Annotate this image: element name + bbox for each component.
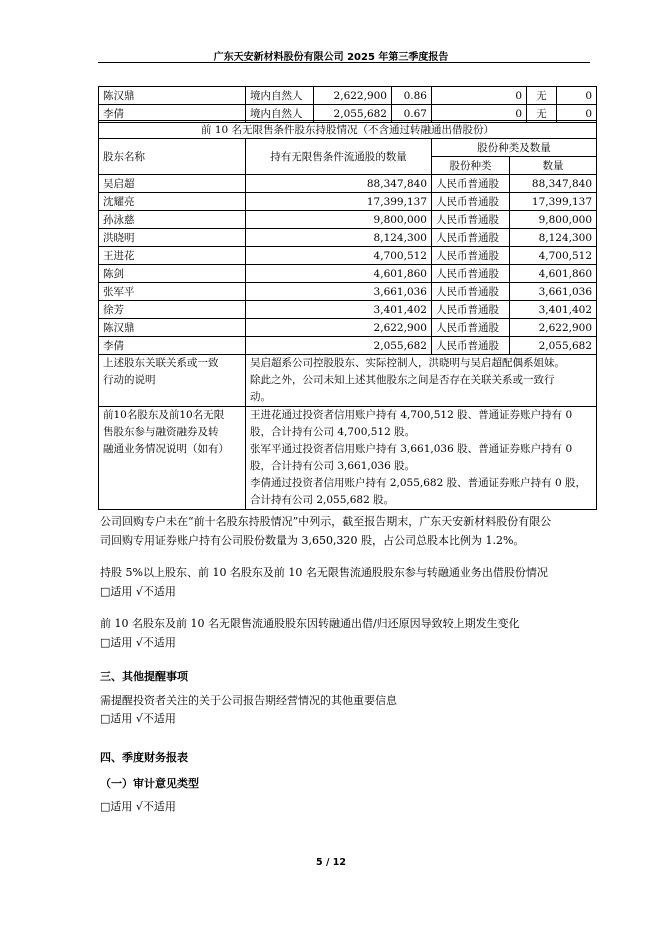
lending-question: 持股 5%以上股东、前 10 名股东及前 10 名无限售流通股股东参与转融通业务出借股份情况	[100, 566, 548, 579]
holder-shares: 4,601,860	[246, 265, 432, 283]
holder-shares: 3,401,402	[246, 301, 432, 319]
section-three-text: 需提醒投资者关注的关于公司报告期经营情况的其他重要信息	[100, 694, 397, 707]
holder-restricted: 0	[432, 105, 527, 123]
table-row	[99, 265, 597, 283]
header-rule	[98, 62, 590, 63]
margin-line: 王进花通过投资者信用账户持有 4,700,512 股、普通证券账户持有 0	[250, 409, 573, 421]
unrestricted-holders-table	[98, 120, 597, 510]
table-row	[99, 247, 597, 265]
margin-label	[99, 407, 246, 510]
relation-line: 除此之外，公司未知上述其他股东之间是否存在关联关系或一致行	[250, 374, 555, 386]
share-kind: 人民币普通股	[432, 301, 510, 319]
holder-name: 李倩	[99, 337, 246, 355]
relation-label	[99, 355, 246, 407]
share-kind: 人民币普通股	[432, 193, 510, 211]
margin-line: 张军平通过投资者信用账户持有 3,661,036 股、普通证券账户持有 0	[250, 443, 573, 455]
holder-shares: 8,124,300	[246, 229, 432, 247]
holder-name: 张军平	[99, 283, 246, 301]
share-qty: 17,399,137	[510, 193, 597, 211]
table-row	[99, 87, 597, 105]
holder-shares: 9,800,000	[246, 211, 432, 229]
share-qty: 2,055,682	[510, 337, 597, 355]
share-qty: 9,800,000	[510, 211, 597, 229]
share-qty: 8,124,300	[510, 229, 597, 247]
pledge-count: 0	[557, 105, 597, 123]
col-qty-header: 数量	[510, 157, 597, 175]
margin-row	[99, 407, 597, 510]
relation-label-line: 行动的说明	[103, 374, 156, 386]
share-qty: 4,700,512	[510, 247, 597, 265]
audit-opinion-title: （一）审计意见类型	[100, 777, 199, 790]
repurchase-note-line: 公司回购专户未在“前十名股东持股情况”中列示，截至报告期末，广东天安新材料股份有限公	[100, 515, 552, 528]
holder-shares: 88,347,840	[246, 175, 432, 193]
share-kind: 人民币普通股	[432, 283, 510, 301]
relation-label-line: 上述股东关联关系或一致	[103, 357, 219, 369]
margin-line: 股，合计持有公司 4,700,512 股。	[250, 426, 416, 438]
share-kind: 人民币普通股	[432, 175, 510, 193]
table-row	[99, 301, 597, 319]
holder-shares: 3,661,036	[246, 283, 432, 301]
holder-name: 陈汉鼎	[99, 319, 246, 337]
share-kind: 人民币普通股	[432, 265, 510, 283]
holder-type: 境内自然人	[246, 105, 314, 123]
col-kind-header: 股份种类	[432, 157, 510, 175]
share-kind: 人民币普通股	[432, 211, 510, 229]
relation-row	[99, 355, 597, 407]
holder-shares: 2,055,682	[246, 337, 432, 355]
margin-label-line: 融通业务情况说明（如有）	[103, 443, 229, 455]
table-row	[99, 175, 597, 193]
holder-name: 李倩	[99, 105, 246, 123]
share-qty: 3,401,402	[510, 301, 597, 319]
share-kind: 人民币普通股	[432, 337, 510, 355]
holder-name: 陈剑	[99, 265, 246, 283]
table-row	[99, 193, 597, 211]
holder-name: 徐芳	[99, 301, 246, 319]
lending-change-option: □适用 √不适用	[100, 636, 176, 649]
table-row	[99, 319, 597, 337]
margin-line: 股，合计持有公司 3,661,036 股。	[250, 460, 416, 472]
share-qty: 4,601,860	[510, 265, 597, 283]
margin-text	[246, 407, 597, 510]
holder-name: 王进花	[99, 247, 246, 265]
col-group-header: 股份种类及数量	[432, 139, 597, 157]
relation-text	[246, 355, 597, 407]
holder-shares: 17,399,137	[246, 193, 432, 211]
share-kind: 人民币普通股	[432, 229, 510, 247]
lending-option: □适用 √不适用	[100, 585, 176, 598]
table-row	[99, 283, 597, 301]
repurchase-note-line: 司回购专用证券账户持有公司股份数量为 3,650,320 股，占公司总股本比例为 1.2%。	[100, 534, 525, 547]
top-holders-table	[98, 86, 597, 123]
holder-name: 孙泳慈	[99, 211, 246, 229]
section-three-option: □适用 √不适用	[100, 712, 176, 725]
table-row	[99, 229, 597, 247]
holder-ratio: 0.86	[392, 87, 432, 105]
page-number: 5 / 12	[316, 857, 346, 868]
section-title: 前 10 名无限售条件股东持股情况（不含通过转融通出借股份）	[99, 121, 597, 139]
holder-name: 沈耀亮	[99, 193, 246, 211]
margin-line: 合计持有公司 2,055,682 股。	[250, 494, 395, 506]
lending-change-question: 前 10 名股东及前 10 名无限售流通股股东因转融通出借/归还原因导致较上期发生变化	[100, 617, 520, 630]
holder-shares: 2,622,900	[314, 87, 392, 105]
share-qty: 88,347,840	[510, 175, 597, 193]
margin-line: 李倩通过投资者信用账户持有 2,055,682 股、普通证券账户持有 0 股，	[250, 477, 586, 489]
holder-type: 境内自然人	[246, 87, 314, 105]
audit-opinion-option: □适用 √不适用	[100, 800, 176, 813]
pledge-status: 无	[527, 87, 557, 105]
table-row	[99, 337, 597, 355]
share-qty: 3,661,036	[510, 283, 597, 301]
pledge-count: 0	[557, 87, 597, 105]
page-header: 广东天安新材料股份有限公司 2025 年第三季度报告	[213, 52, 449, 63]
holder-name: 洪晓明	[99, 229, 246, 247]
holder-shares: 4,700,512	[246, 247, 432, 265]
col-holder-header: 股东名称	[99, 139, 246, 175]
margin-label-line: 前10名股东及前10名无限	[103, 409, 225, 421]
section-four-title: 四、季度财务报表	[100, 751, 188, 764]
relation-line: 动。	[250, 391, 271, 403]
share-qty: 2,622,900	[510, 319, 597, 337]
holder-name: 吴启超	[99, 175, 246, 193]
share-kind: 人民币普通股	[432, 319, 510, 337]
header-row	[99, 139, 597, 157]
section-title-row	[99, 121, 597, 139]
holder-name: 陈汉鼎	[99, 87, 246, 105]
section-three-title: 三、其他提醒事项	[100, 670, 188, 683]
relation-line: 吴启超系公司控股股东、实际控制人，洪晓明与吴启超配偶系姐妹。	[250, 357, 565, 369]
holder-ratio: 0.67	[392, 105, 432, 123]
holder-shares: 2,055,682	[314, 105, 392, 123]
holder-shares: 2,622,900	[246, 319, 432, 337]
margin-label-line: 售股东参与融资融券及转	[103, 426, 219, 438]
col-unrestricted-header: 持有无限售条件流通股的数量	[246, 139, 432, 175]
pledge-status: 无	[527, 105, 557, 123]
share-kind: 人民币普通股	[432, 247, 510, 265]
holder-restricted: 0	[432, 87, 527, 105]
table-row	[99, 211, 597, 229]
